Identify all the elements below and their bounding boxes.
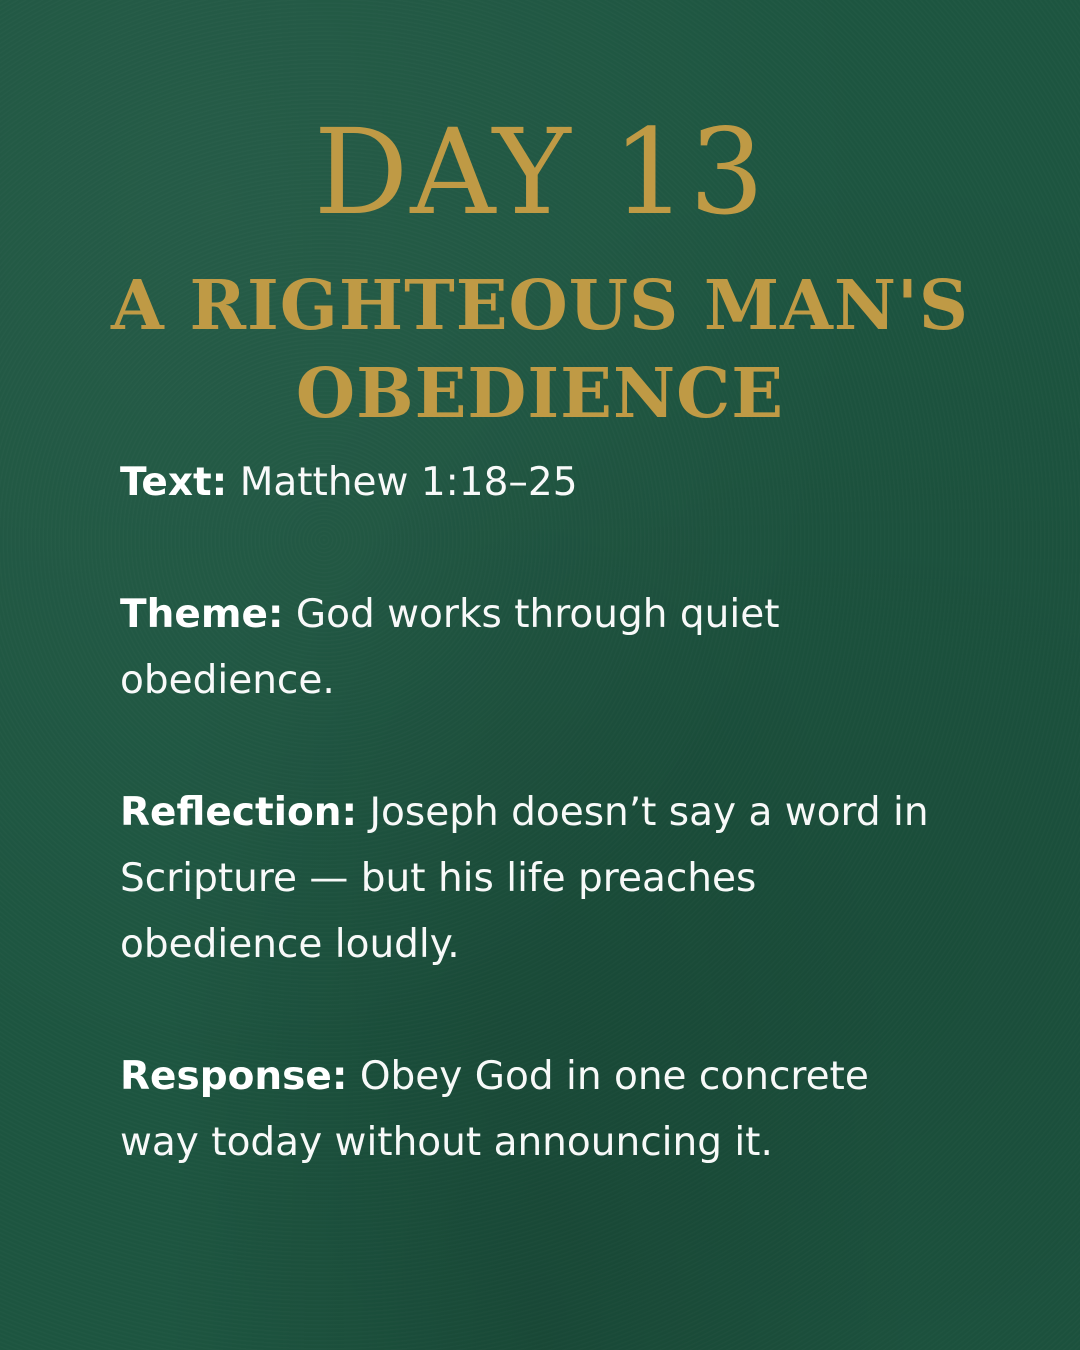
entry-theme (120, 582, 950, 714)
subtitle-line-1: A RIGHTEOUS MAN'S (111, 266, 969, 346)
day-title: DAY 13 (313, 103, 767, 241)
entry-reflection (120, 780, 950, 978)
devotional-content (120, 450, 950, 1242)
entry-text (120, 450, 950, 516)
devotional-subtitle (0, 262, 1080, 438)
entry-label: Theme: (120, 592, 284, 637)
entry-response (120, 1044, 950, 1176)
entry-label: Text: (120, 460, 228, 505)
entry-label: Reflection: (120, 790, 358, 835)
subtitle-line-2: OBEDIENCE (295, 354, 785, 434)
entry-value: Matthew 1:18–25 (239, 460, 578, 505)
entry-value: Joseph doesn’t say a word in Scripture — but his life preaches obedience loudly. (120, 790, 929, 967)
entry-value: God works through quiet obedience. (120, 592, 780, 703)
entry-value: Obey God in one concrete way today without announcing it. (120, 1054, 869, 1165)
entry-label: Response: (120, 1054, 348, 1099)
